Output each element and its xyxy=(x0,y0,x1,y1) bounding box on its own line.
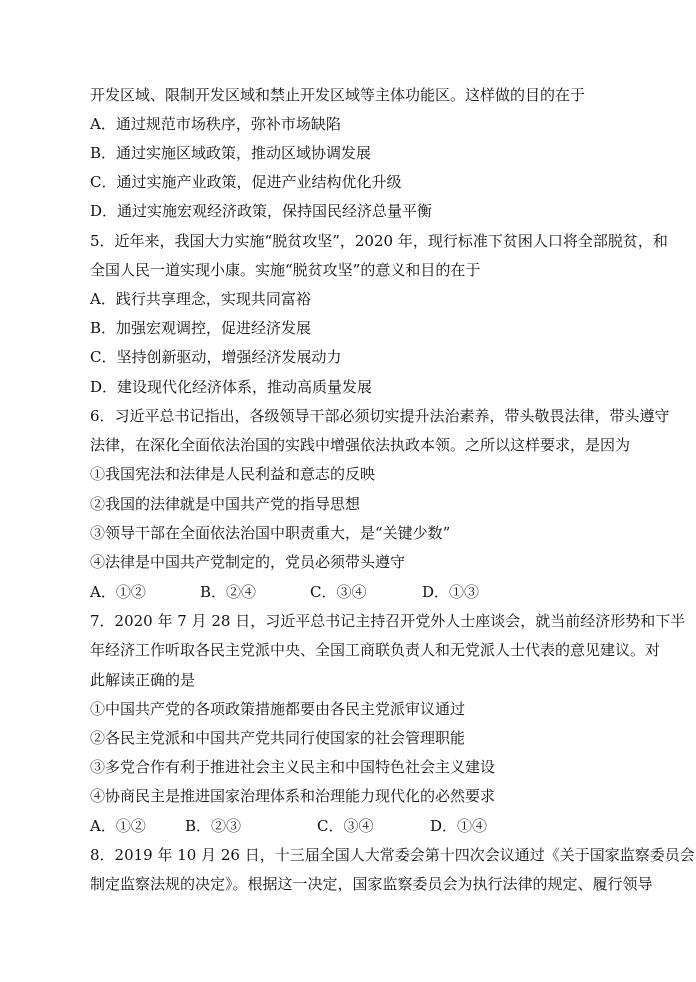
q7-stem-line-2: 年经济工作听取各民主党派中央、全国工商联负责人和无党派人士代表的意见建议。对 xyxy=(90,641,661,659)
q5-stem-line-2: 全国人民一道实现小康。实施“脱贫攻坚”的意义和目的在于 xyxy=(90,261,481,279)
q5-option-b: B．加强宏观调控，促进经济发展 xyxy=(90,319,312,337)
q6-stem-line-2: 法律，在深化全面依法治国的实践中增强依法执政本领。之所以这样要求，是因为 xyxy=(90,436,631,454)
q4-option-d: D．通过实施宏观经济政策，保持国民经济总量平衡 xyxy=(90,202,433,220)
q4-option-c: C．通过实施产业政策，促进产业结构优化升级 xyxy=(90,173,402,191)
q7-stem-line-3: 此解读正确的是 xyxy=(90,671,196,689)
q6-statement-3: ③领导干部在全面依法治国中职责重大，是“关键少数” xyxy=(90,524,451,542)
q6-statement-2: ②我国的法律就是中国共产党的指导思想 xyxy=(90,495,361,513)
q7-statement-3: ③多党合作有利于推进社会主义民主和中国特色社会主义建设 xyxy=(90,758,496,776)
q7-option-d: D．①④ xyxy=(430,817,488,835)
q6-statement-4: ④法律是中国共产党制定的，党员必须带头遵守 xyxy=(90,553,406,571)
q6-options xyxy=(90,582,479,602)
q7-statement-2: ②各民主党派和中国共产党共同行使国家的社会管理职能 xyxy=(90,729,466,747)
q8-stem-line-2: 制定监察法规的决定》。根据这一决定，国家监察委员会为执行法律的规定、履行领导 xyxy=(90,875,653,893)
q7-stem-line-1: 7．2020 年 7 月 28 日，习近平总书记主持召开党外人士座谈会，就当前经济形势和下半 xyxy=(90,612,686,630)
intro-line: 开发区域、限制开发区域和禁止开发区域等主体功能区。这样做的目的在于 xyxy=(90,86,586,104)
q7-option-b: B．②③ xyxy=(185,817,242,835)
q4-option-a: A．通过规范市场秩序，弥补市场缺陷 xyxy=(90,115,341,133)
q6-stem-line-1: 6．习近平总书记指出，各级领导干部必须切实提升法治素养，带头敬畏法律，带头遵守 xyxy=(90,407,670,425)
q5-option-c: C．坚持创新驱动，增强经济发展动力 xyxy=(90,348,342,366)
q5-option-a: A．践行共享理念，实现共同富裕 xyxy=(90,290,311,308)
q5-stem-line-1: 5．近年来，我国大力实施“脱贫攻坚”，2020 年，现行标准下贫困人口将全部脱贫，和 xyxy=(90,232,668,250)
q6-option-b: B．②④ xyxy=(200,583,257,601)
q6-option-c: C．③④ xyxy=(310,583,367,601)
q7-option-a: A．①② xyxy=(90,817,146,835)
q8-stem-line-1: 8．2019 年 10 月 26 日，十三届全国人大常委会第十四次会议通过《关于国家监察委员会 xyxy=(90,846,695,864)
q5-option-d: D．建设现代化经济体系，推动高质量发展 xyxy=(90,378,373,396)
q7-options xyxy=(90,816,487,836)
q7-statement-4: ④协商民主是推进国家治理体系和治理能力现代化的必然要求 xyxy=(90,787,496,805)
q6-statement-1: ①我国宪法和法律是人民利益和意志的反映 xyxy=(90,465,376,483)
q7-option-c: C．③④ xyxy=(317,817,374,835)
q6-option-a: A．①② xyxy=(90,583,146,601)
q7-statement-1: ①中国共产党的各项政策措施都要由各民主党派审议通过 xyxy=(90,700,466,718)
q4-option-b: B．通过实施区域政策，推动区域协调发展 xyxy=(90,144,372,162)
q6-option-d: D．①③ xyxy=(422,583,480,601)
